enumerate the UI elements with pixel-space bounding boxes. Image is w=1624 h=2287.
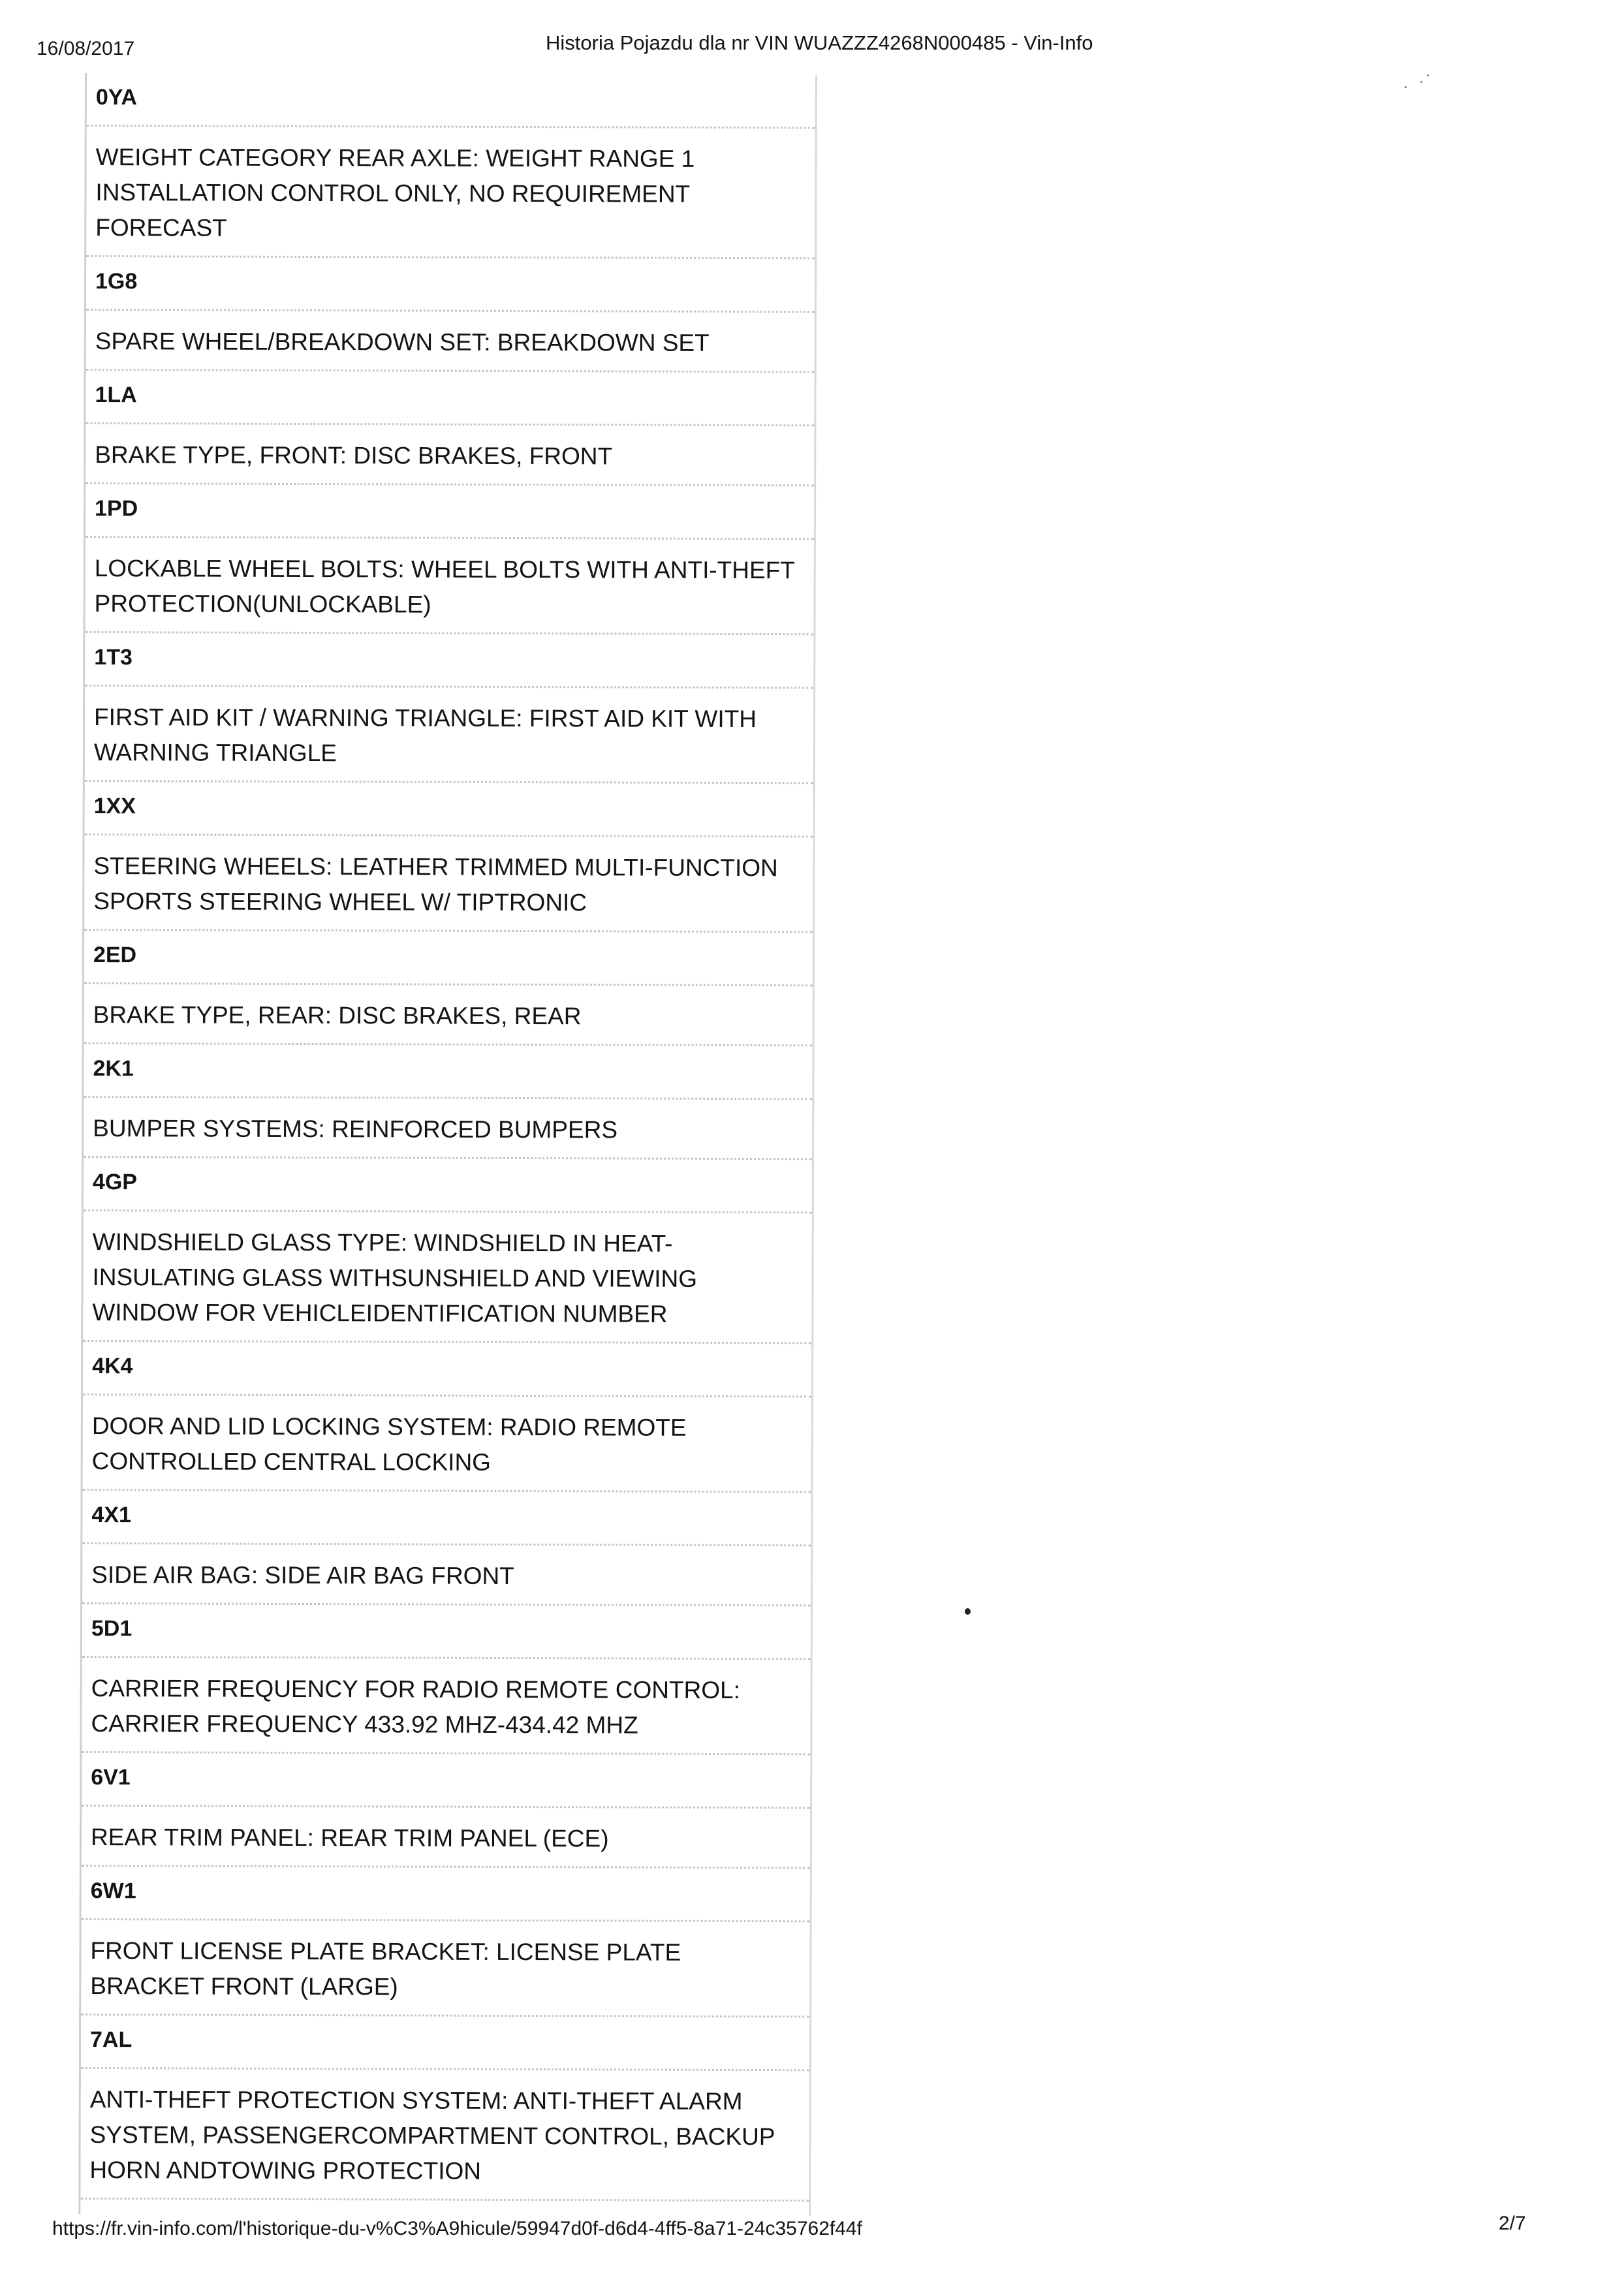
option-description: ANTI-THEFT PROTECTION SYSTEM: ANTI-THEFT ALARM SYSTEM, PASSENGERCOMPARTMENT CONTROL, BACKUP HORN ANDTOWING PROTECTION [80,2069,809,2201]
option-description: BUMPER SYSTEMS: REINFORCED BUMPERS [84,1098,812,1160]
option-description: DOOR AND LID LOCKING SYSTEM: RADIO REMOTE CONTROLLED CENTRAL LOCKING [83,1395,811,1493]
option-description: STEERING WHEELS: LEATHER TRIMMED MULTI-FUNCTION SPORTS STEERING WHEEL W/ TIPTRONIC [84,835,813,933]
option-description: WEIGHT CATEGORY REAR AXLE: WEIGHT RANGE 1 INSTALLATION CONTROL ONLY, NO REQUIREMENT FORECAST [86,127,815,259]
option-code: 4X1 [82,1491,811,1546]
scan-speck [1427,74,1429,76]
page-title: Historia Pojazdu dla nr VIN WUAZZZ4268N000485 - Vin-Info [546,31,1093,54]
option-code: 4GP [84,1158,812,1213]
option-code: 7AL [81,2015,809,2071]
option-code: 6V1 [82,1753,810,1809]
option-description: BRAKE TYPE, FRONT: DISC BRAKES, FRONT [86,424,814,486]
option-code: 1G8 [86,257,815,313]
equipment-options-table [78,73,817,2216]
option-description: SPARE WHEEL/BREAKDOWN SET: BREAKDOWN SET [86,311,815,373]
option-code: 1PD [86,484,814,540]
option-description: BRAKE TYPE, REAR: DISC BRAKES, REAR [84,984,813,1046]
option-code: 1LA [86,371,814,426]
option-code: 2K1 [84,1044,812,1100]
option-description: SIDE AIR BAG: SIDE AIR BAG FRONT [82,1544,811,1606]
option-description: FRONT LICENSE PLATE BRACKET: LICENSE PLATE BRACKET FRONT (LARGE) [81,1920,809,2017]
option-code: 5D1 [82,1604,811,1660]
option-description: FIRST AID KIT / WARNING TRIANGLE: FIRST AID KIT WITH WARNING TRIANGLE [85,687,813,784]
option-code: 6W1 [82,1867,810,1922]
scan-speck [1420,81,1422,83]
option-description: LOCKABLE WHEEL BOLTS: WHEEL BOLTS WITH ANTI-THEFT PROTECTION(UNLOCKABLE) [85,538,813,635]
option-description: CARRIER FREQUENCY FOR RADIO REMOTE CONTROL: CARRIER FREQUENCY 433.92 MHZ-434.42 MHZ [82,1658,810,1755]
option-description: WINDSHIELD GLASS TYPE: WINDSHIELD IN HEAT-INSULATING GLASS WITHSUNSHIELD AND VIEWING WINDOW FOR VEHICLEIDENTIFICATION NUMBER [83,1211,812,1344]
scan-speck [965,1608,971,1615]
page-number: 2/7 [1499,2213,1526,2234]
scan-speck [1405,86,1407,88]
footer-url: https://fr.vin-info.com/l'historique-du-v%C3%A9hicule/59947d0f-d6d4-4ff5-8a71-24c35762f44f [52,2218,862,2239]
option-code: 4K4 [83,1342,811,1397]
option-code: 1XX [85,782,813,837]
option-description: REAR TRIM PANEL: REAR TRIM PANEL (ECE) [82,1807,810,1869]
option-code: 2ED [84,931,813,986]
option-code: 0YA [87,73,815,129]
print-date: 16/08/2017 [37,38,135,59]
option-code: 1T3 [85,633,813,689]
